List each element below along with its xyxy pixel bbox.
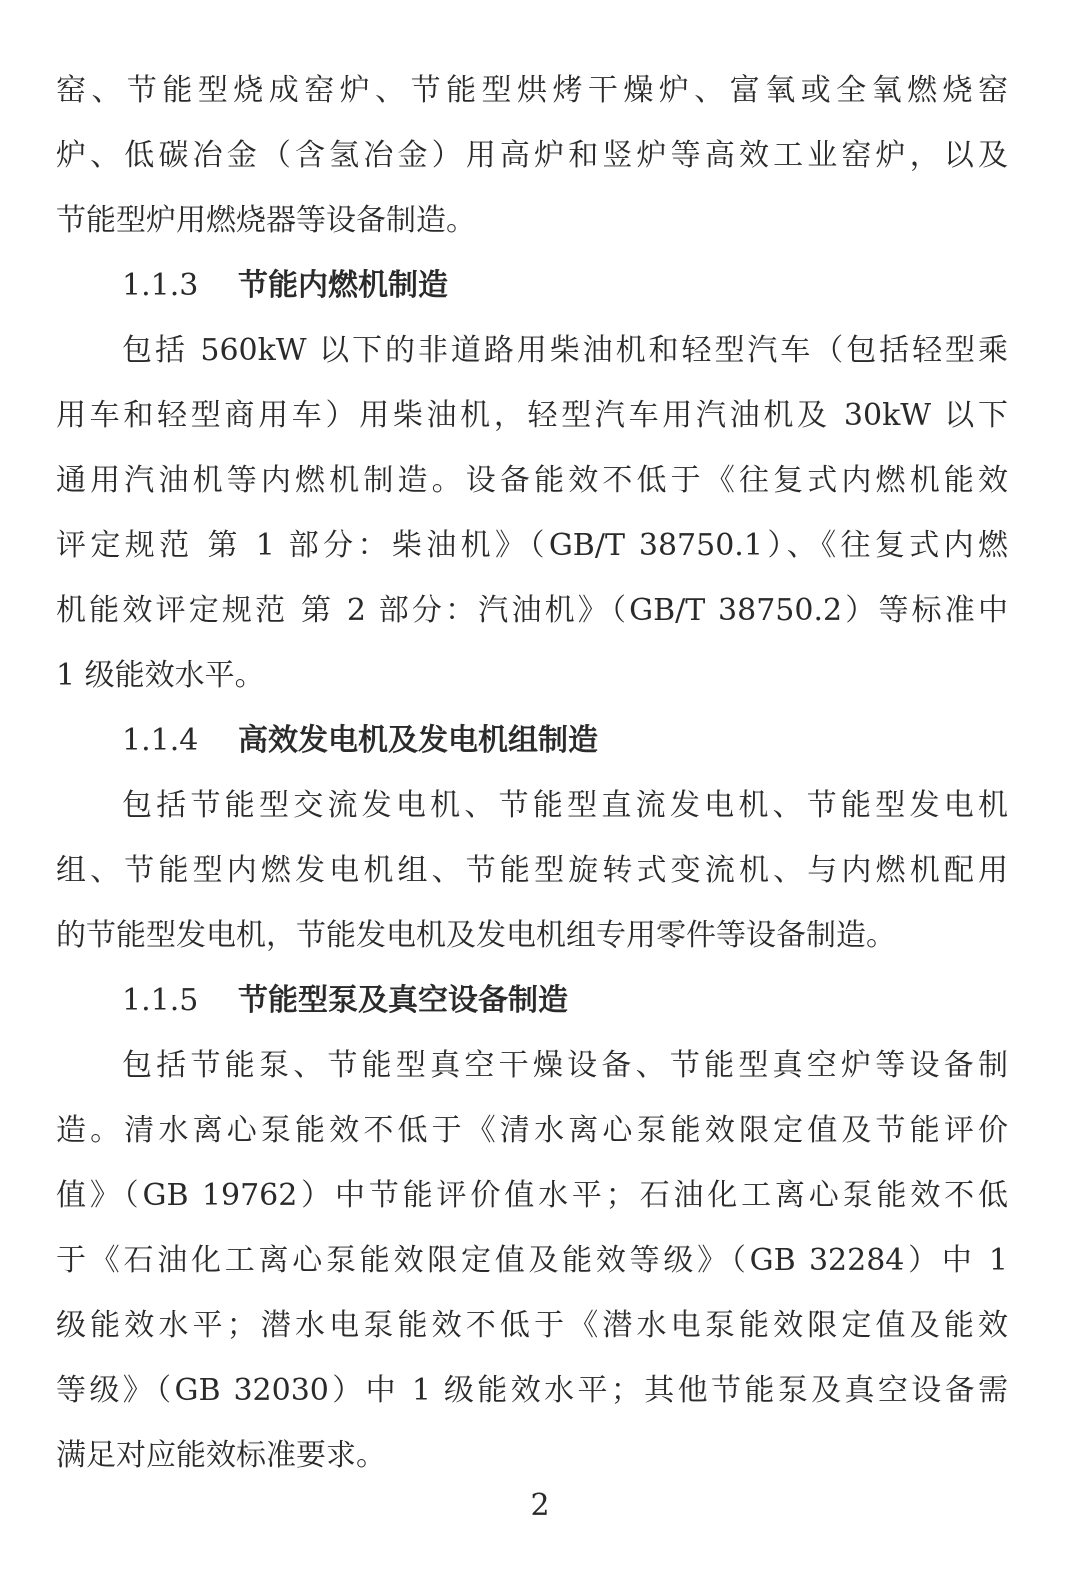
section-heading-1-1-5 [56, 968, 1008, 1033]
text-line: 组、节能型内燃发电机组、节能型旋转式变流机、与内燃机配用 [56, 853, 1008, 888]
section-number: 1.1.5 [122, 983, 199, 1018]
section-title: 高效发电机及发电机组制造 [238, 723, 598, 758]
text-line: 包括节能型交流发电机、节能型直流发电机、节能型发电机 [122, 788, 1008, 823]
text-line: 1 级能效水平。 [56, 658, 265, 693]
text-line: 窑、节能型烧成窑炉、节能型烘烤干燥炉、富氧或全氧燃烧窑 [56, 73, 1008, 108]
text-line: 于《石油化工离心泵能效限定值及能效等级》（GB 32284）中 1 [56, 1243, 1008, 1278]
text-line: 炉、低碳冶金（含氢冶金）用高炉和竖炉等高效工业窑炉，以及 [56, 138, 1008, 173]
paragraph-intro [56, 58, 1008, 253]
section-heading-1-1-4 [56, 708, 1008, 773]
text-line: 用车和轻型商用车）用柴油机，轻型汽车用汽油机及 30kW 以下 [56, 398, 1008, 433]
text-line: 机能效评定规范 第 2 部分：汽油机》（GB/T 38750.2）等标准中 [56, 593, 1008, 628]
section-title: 节能型泵及真空设备制造 [238, 983, 568, 1018]
text-line: 满足对应能效标准要求。 [56, 1438, 386, 1473]
section-number: 1.1.3 [122, 268, 199, 303]
text-line: 通用汽油机等内燃机制造。设备能效不低于《往复式内燃机能效 [56, 463, 1008, 498]
paragraph-1-1-5 [56, 1033, 1008, 1488]
text-line: 评定规范 第 1 部分：柴油机》（GB/T 38750.1）、《往复式内燃 [56, 528, 1008, 563]
text-line: 的节能型发电机，节能发电机及发电机组专用零件等设备制造。 [56, 918, 896, 953]
text-line: 包括 560kW 以下的非道路用柴油机和轻型汽车（包括轻型乘 [122, 333, 1008, 368]
page-number: 2 [530, 1488, 550, 1523]
section-heading-1-1-3 [56, 253, 1008, 318]
text-line: 包括节能泵、节能型真空干燥设备、节能型真空炉等设备制 [122, 1048, 1008, 1083]
section-number: 1.1.4 [122, 723, 199, 758]
text-line: 级能效水平；潜水电泵能效不低于《潜水电泵能效限定值及能效 [56, 1308, 1008, 1343]
text-line: 节能型炉用燃烧器等设备制造。 [56, 203, 476, 238]
text-line: 值》（GB 19762）中节能评价值水平；石油化工离心泵能效不低 [56, 1178, 1008, 1213]
document-body [56, 58, 1008, 1488]
text-line: 造。清水离心泵能效不低于《清水离心泵能效限定值及节能评价 [56, 1113, 1008, 1148]
paragraph-1-1-4 [56, 773, 1008, 968]
section-title: 节能内燃机制造 [238, 268, 448, 303]
paragraph-1-1-3 [56, 318, 1008, 708]
text-line: 等级》（GB 32030）中 1 级能效水平；其他节能泵及真空设备需 [56, 1373, 1008, 1408]
